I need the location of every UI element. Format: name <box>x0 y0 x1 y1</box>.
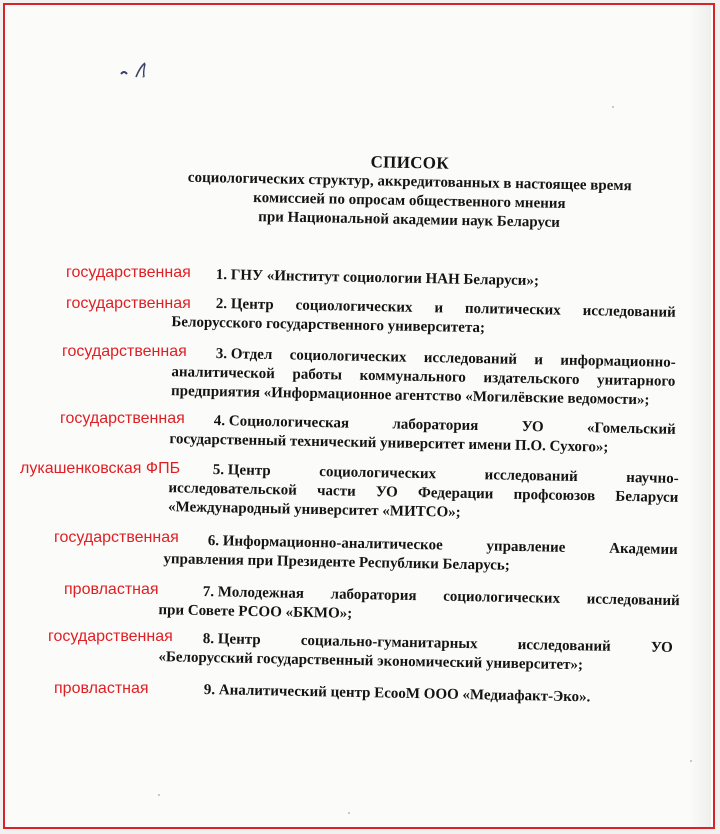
item-line: исследовательской части УО Федерации профсоюзов Беларуси <box>168 480 679 506</box>
item-line: аналитической работы коммунального издательского унитарного <box>171 364 676 390</box>
item-line: управления при Президенте Республики Беларусь; <box>163 551 510 574</box>
item-line: при Совете РСОО «БКМО»; <box>158 602 353 622</box>
list-item-3 <box>170 345 676 411</box>
item-line: 7. Молодежная лаборатория социологических исследований <box>202 583 680 610</box>
annotation-label: государственная <box>66 295 191 312</box>
annotation-label: государственная <box>54 529 179 546</box>
annotation-label: государственная <box>62 343 187 360</box>
subtitle-line: социологических структур, аккредитованных в настоящее время <box>187 169 632 195</box>
annotation-label: лукашенковская ФПБ <box>20 460 181 477</box>
item-line: 3. Отдел социологических исследований и информационно- <box>215 345 676 371</box>
annotation-label: государственная <box>60 410 185 427</box>
item-line: 6. Информационно-аналитическое управление Академии <box>207 532 678 559</box>
item-line: Белорусского государственного университета; <box>171 314 486 337</box>
item-line: 9. Аналитический центр EcooM ООО «Медиафакт-Эко». <box>203 681 591 706</box>
annotation-label: провластная <box>64 581 159 598</box>
subtitle-line: при Национальной академии наук Беларуси <box>258 209 561 231</box>
item-line: предприятия «Информационное агентство «Могилёвские ведомости»; <box>170 383 650 409</box>
subtitle-line: комиссией по опросам общественного мнения <box>253 189 566 212</box>
item-line: государственный технический университет имени П.О. Сухого»; <box>169 431 609 456</box>
item-line: 8. Центр социально-гуманитарных исследований УО <box>202 630 673 657</box>
item-line: 1. ГНУ «Институт социологии НАН Беларуси»; <box>215 266 540 290</box>
item-line: 2. Центр социологических и политических исследований <box>215 295 676 321</box>
item-line: «Белорусский государственный экономический университет»; <box>158 649 584 674</box>
annotation-label: государственная <box>66 264 191 281</box>
page-edge-shadow <box>689 5 711 827</box>
annotation-label: государственная <box>48 628 173 645</box>
document-title: СПИСОК <box>370 152 450 173</box>
document-subtitle <box>149 168 670 235</box>
item-line: «Международный университет «МИТСО»; <box>167 499 461 521</box>
handwritten-mark <box>118 58 164 86</box>
item-line: 5. Центр социологических исследований научно- <box>212 461 679 487</box>
annotation-label: провластная <box>54 680 149 697</box>
list-item-5 <box>167 461 679 527</box>
item-line: 4. Социологическая лаборатория УО «Гомельский <box>213 412 676 438</box>
